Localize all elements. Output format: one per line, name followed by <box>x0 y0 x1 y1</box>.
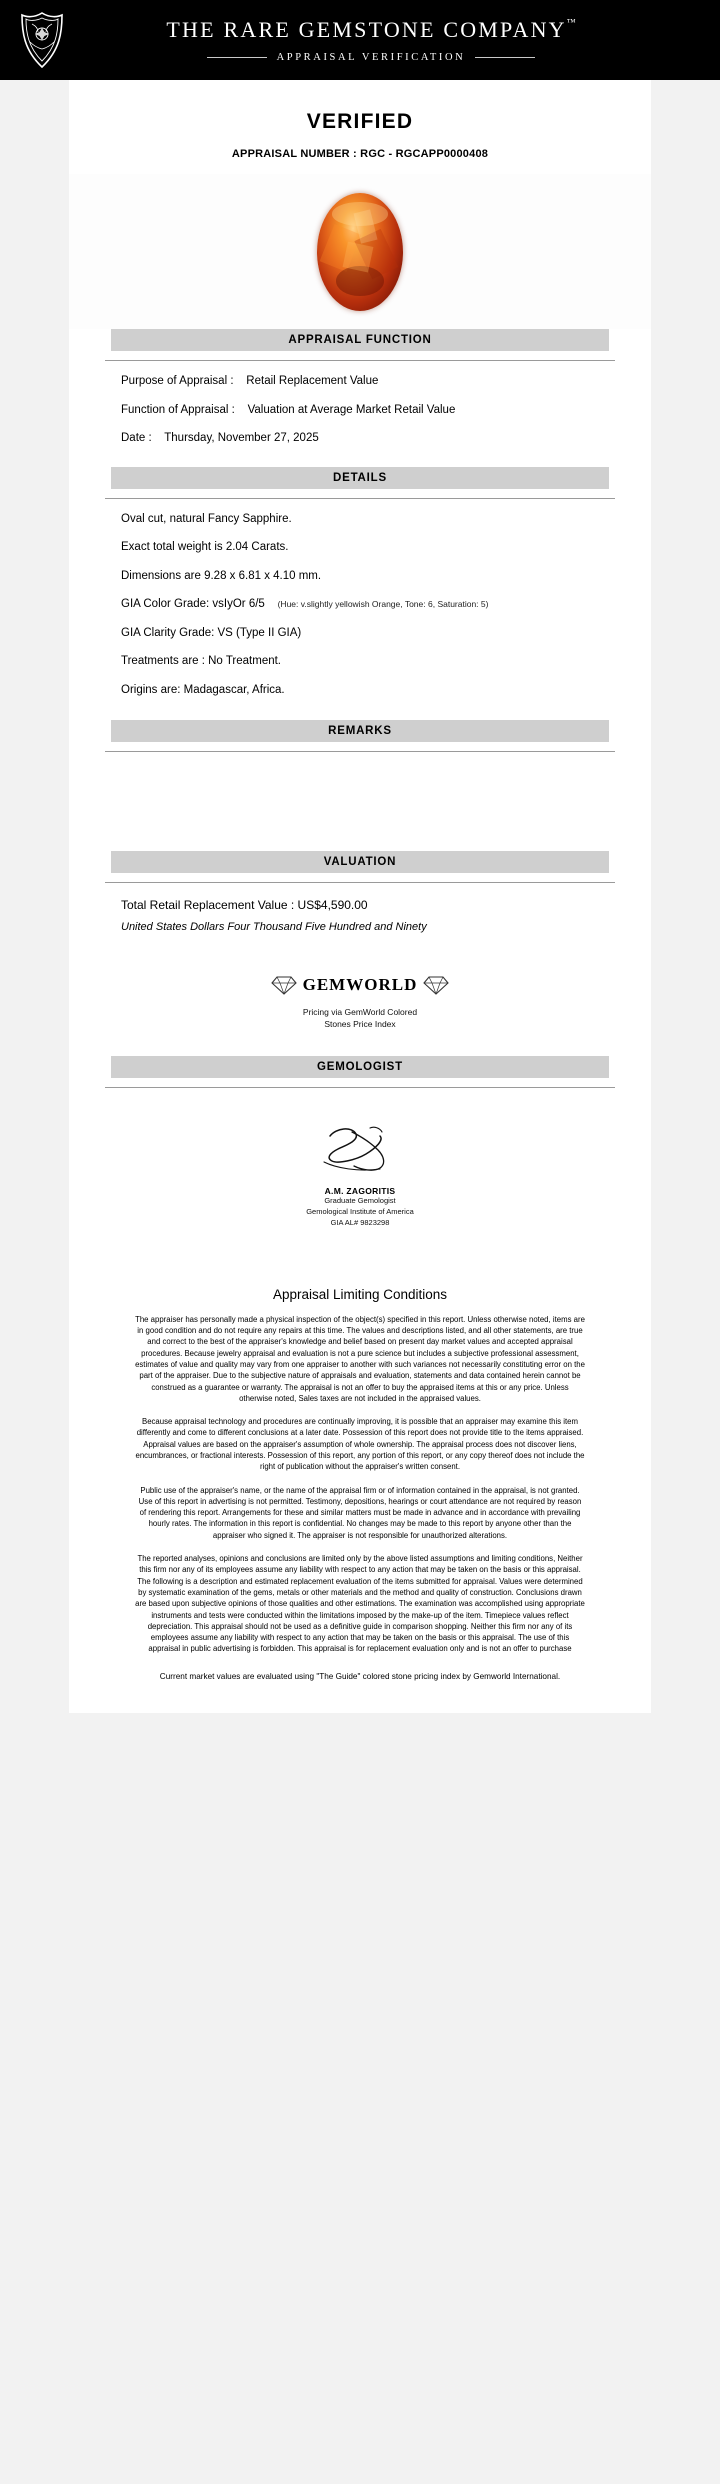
valuation-total-label: Total Retail Replacement Value : <box>121 898 295 913</box>
section-title-text: REMARKS <box>328 725 392 738</box>
section-header-valuation <box>111 851 609 873</box>
section-header-remarks <box>111 720 609 742</box>
appraisal-row <box>121 431 599 447</box>
section-title-text: DETAILS <box>333 471 387 484</box>
date-label: Date : <box>121 432 152 445</box>
divider <box>105 882 615 883</box>
divider <box>105 751 615 752</box>
detail-line: Treatments are : No Treatment. <box>121 655 281 668</box>
conditions-paragraph: The appraiser has personally made a physical inspection of the object(s) specified in this report. Unless otherwise noted, items are in good condition and do not require any repairs at this time. The values and descriptions listed, and all other statements, are true and correct to the best of the appraiser's knowledge and belief based on present day market values and accepted appraisal procedures. Because jewelry appraisal and evaluation is not a pure science but includes a subjective professional assessment, estimates of value and quality may vary from one appraiser to another with such variances not necessarily constituting error on the part of the appraiser. Due to the subjective nature of appraisals and evaluation, statements and data contained herein cannot be construed as a guarantee or warranty. The appraisal is not an offer to buy the appraised items at this or any price. Unless otherwise noted, Sales taxes are not included in the appraised values. <box>135 1314 585 1403</box>
gem-outline-icon <box>271 975 297 995</box>
valuation-block <box>69 898 651 933</box>
divider <box>105 498 615 499</box>
detail-line: Origins are: Madagascar, Africa. <box>121 683 285 696</box>
verified-heading: VERIFIED <box>306 110 414 133</box>
appraisal-row <box>121 374 599 390</box>
gem-outline-icon-right <box>423 975 449 995</box>
purpose-value: Retail Replacement Value <box>246 375 379 387</box>
gemworld-logo <box>271 975 450 995</box>
details-block <box>69 512 651 699</box>
appraisal-row <box>121 403 599 419</box>
gemologist-credential-3: GIA AL# 9823298 <box>330 1217 390 1227</box>
detail-line: Oval cut, natural Fancy Sapphire. <box>121 512 292 525</box>
conditions-title: Appraisal Limiting Conditions <box>272 1286 448 1302</box>
section-title-text: VALUATION <box>323 856 397 869</box>
valuation-amount-words: United States Dollars Four Thousand Five Hundred and Ninety <box>121 921 427 934</box>
conditions-paragraph: The reported analyses, opinions and conclusions are limited only by the above listed assumptions and limiting conditions, Neither this firm nor any of its employees assume any liability with respect to any action that may be taken on the basis or this appraisal. The following is a description and estimated replacement evaluation of the items submitted for appraisal. Values were determined by systematic examination of the gems, metals or other materials and the method and quality of construction. Conclusions drawn are based upon subjective opinions of those qualities and other estimations. The examination was accomplished using appropriate instruments and tests were conducted within the limitations imposed by the make-up of the item. Timepiece values reflect depreciation. This appraisal should not be used as a definitive guide in comparison shopping. Neither this firm nor any of its employees assume any liability with respect to any action that may be taken on the basis or this appraisal. The use of this appraisal in public advertising is forbidden. This appraisal is for replacement evaluation only and is not an offer to purchase <box>135 1554 585 1654</box>
conditions-footer: Current market values are evaluated using "The Guide" colored stone pricing index by Gemworld International. <box>159 1671 561 1681</box>
gemologist-name: A.M. ZAGORITIS <box>324 1186 396 1197</box>
appraisal-number: APPRAISAL NUMBER : RGC - RGCAPP0000408 <box>231 148 489 160</box>
pricing-source-block <box>69 975 651 1030</box>
remarks-text <box>121 765 599 851</box>
trademark-symbol: ™ <box>566 17 576 27</box>
gemologist-credential-1: Graduate Gemologist <box>324 1196 396 1206</box>
section-header-appraisal-function <box>111 329 609 351</box>
color-grade-text: GIA Color Grade: vsIyOr 6/5 <box>121 598 265 611</box>
brand-title <box>80 17 662 43</box>
date-value: Thursday, November 27, 2025 <box>164 432 319 445</box>
detail-line: Dimensions are 9.28 x 6.81 x 4.10 mm. <box>121 569 322 582</box>
gemstone-image <box>317 193 403 311</box>
brand-subtitle-row <box>80 52 662 63</box>
gemstone-image-area <box>69 174 651 329</box>
section-title-text: GEMOLOGIST <box>317 1061 403 1074</box>
brand-subtitle: APPRAISAL VERIFICATION <box>276 52 466 63</box>
brand-title-text: THE RARE GEMSTONE COMPANY <box>166 17 567 42</box>
color-grade-note: (Hue: v.slightly yellowish Orange, Tone: 6, Saturation: 5) <box>277 599 489 610</box>
section-header-gemologist <box>111 1056 609 1078</box>
gemworld-wordmark: GEMWORLD <box>302 975 418 995</box>
section-header-details <box>111 467 609 489</box>
conditions-paragraph: Public use of the appraiser's name, or the name of the appraisal firm or of information contained in the appraisal, is not granted. Use of this report in advertising is not permitted. Testimony, depositions, hearings or court attendance are not required by reason of rendering this report. Arrangements for these and similar matters must be made in advance and in accordance with prevailing hourly rates. The information in this report is confidential. No changes may be made to this report by anyone other than the appraiser who signed it. The appraiser is not responsible for unauthorized alterations. <box>138 1485 582 1540</box>
valuation-total-value: US$4,590.00 <box>297 898 368 913</box>
appraisal-function-block <box>69 374 651 447</box>
divider <box>105 360 615 361</box>
divider <box>105 1087 615 1088</box>
remarks-block <box>69 765 651 851</box>
valuation-total-row <box>121 898 599 912</box>
purpose-label: Purpose of Appraisal : <box>121 375 234 387</box>
divider-right <box>475 57 535 58</box>
document-header <box>0 0 720 80</box>
conditions-paragraph: Because appraisal technology and procedures are continually improving, it is possible that an appraiser may examine this item differently and come to different conclusions at a later date. Possession of this report does not provide title to the items appraised. Appraisal values are based on the appraiser's assumption of whole ownership. The appraisal process does not discover liens, encumbrances, or fractional interests. Possession of this report, any portion of this report, or any copy thereof does not include the right of publication without the appraiser's written consent. <box>135 1417 585 1472</box>
document-body <box>69 80 651 1713</box>
function-value: Valuation at Average Market Retail Value <box>247 403 456 416</box>
signature-image <box>69 1122 651 1182</box>
section-title-text: APPRAISAL FUNCTION <box>288 334 432 346</box>
pricing-caption-line2: Stones Price Index <box>324 1018 396 1029</box>
detail-line: Exact total weight is 2.04 Carats. <box>121 541 289 554</box>
divider-left <box>207 57 267 58</box>
header-text-block <box>80 17 702 63</box>
detail-line: GIA Clarity Grade: VS (Type II GIA) <box>121 626 302 639</box>
gemologist-credential-2: Gemological Institute of America <box>306 1206 414 1216</box>
detail-line-color-grade <box>121 597 599 613</box>
function-label: Function of Appraisal : <box>121 403 235 416</box>
pricing-caption-line1: Pricing via GemWorld Colored <box>302 1007 418 1018</box>
pricing-caption <box>69 1007 651 1030</box>
heraldic-shield-crest-icon <box>18 10 66 70</box>
